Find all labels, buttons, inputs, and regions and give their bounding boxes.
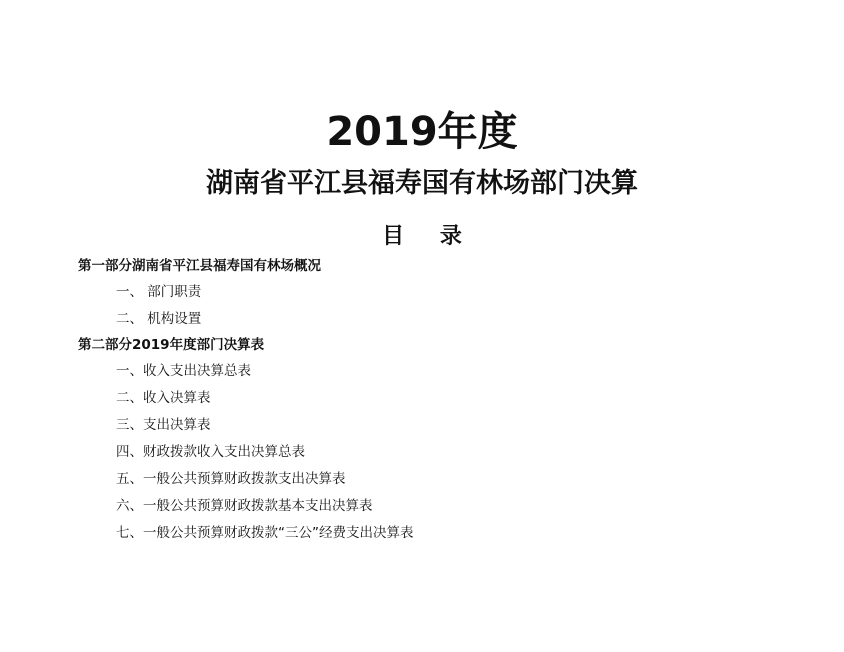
toc-part-2-item-5: 五、一般公共预算财政拨款支出决算表: [116, 471, 346, 487]
toc-heading: 目 录: [382, 224, 476, 249]
toc-part-2-item-4: 四、财政拨款收入支出决算总表: [116, 444, 305, 460]
toc-part-1-item-2: 二、 机构设置: [116, 311, 202, 327]
toc-part-1-item-1: 一、 部门职责: [116, 284, 202, 300]
toc-part-2-item-6: 六、一般公共预算财政拨款基本支出决算表: [116, 498, 373, 514]
toc-part-1-title: 第一部分湖南省平江县福寿国有林场概况: [78, 258, 321, 274]
document-title-year: 2019年度: [326, 109, 518, 155]
toc-part-2-item-3: 三、支出决算表: [116, 417, 211, 433]
toc-part-2-item-7: 七、一般公共预算财政拨款“三公”经费支出决算表: [116, 525, 414, 541]
toc-part-2-item-2: 二、收入决算表: [116, 390, 211, 406]
toc-part-2-item-1: 一、收入支出决算总表: [116, 363, 251, 379]
toc-part-2-title: 第二部分2019年度部门决算表: [78, 337, 265, 353]
document-title: 湖南省平江县福寿国有林场部门决算: [206, 168, 638, 199]
